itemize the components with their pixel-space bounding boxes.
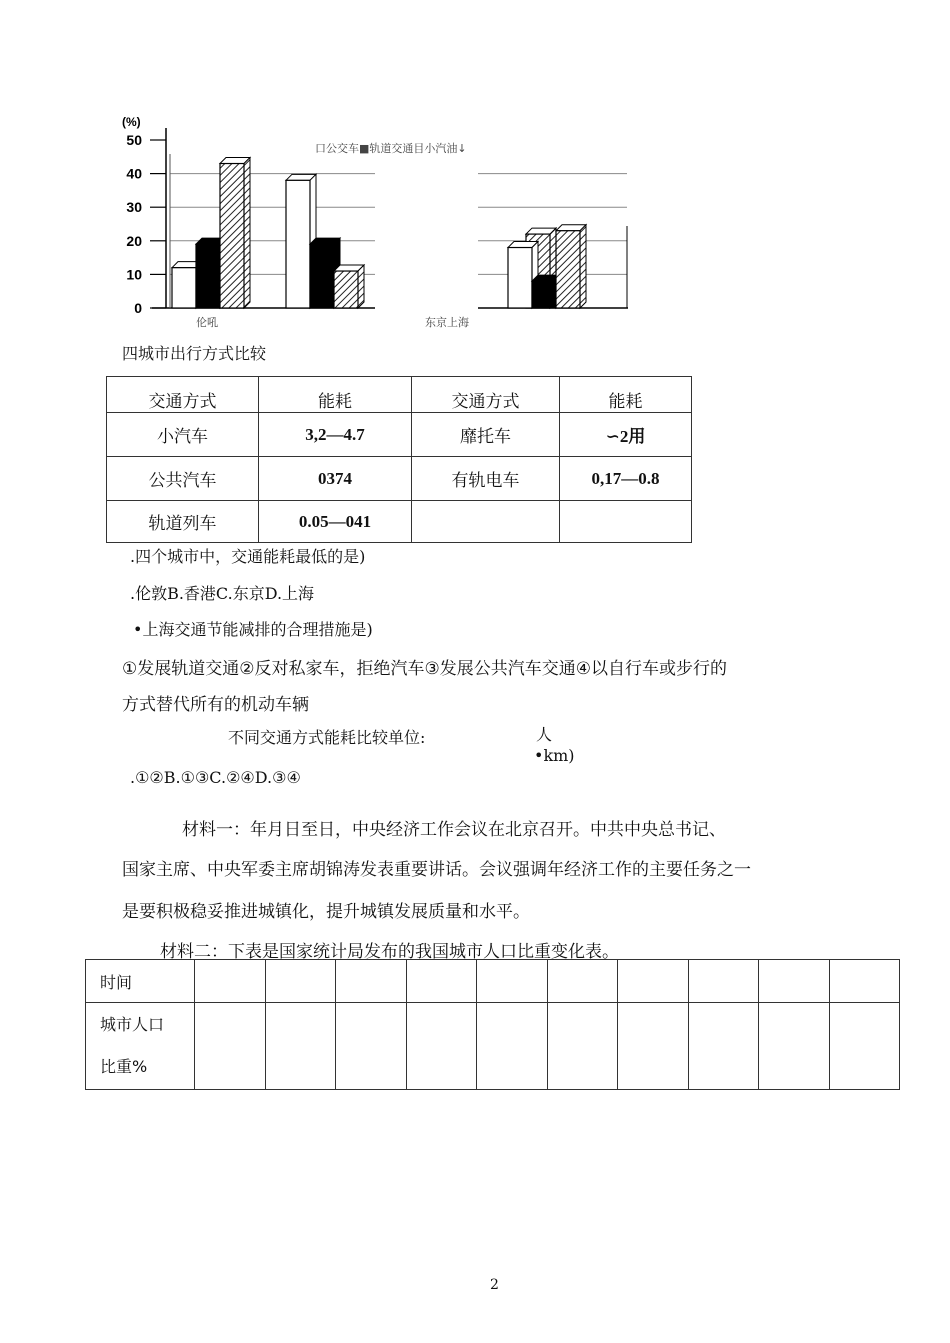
table-cell: ∽2用 [560, 413, 692, 457]
x-label-left: 伦吼 [196, 316, 218, 328]
empty-cell [477, 960, 548, 1003]
energy-table [106, 376, 692, 543]
bar-side [580, 225, 586, 308]
empty-cell [759, 960, 830, 1003]
empty-cell [547, 960, 618, 1003]
ratio-row [86, 1003, 900, 1090]
ratio-label-a: 城市人口 [100, 1015, 165, 1034]
table-cell: 有轨电车 [412, 457, 560, 501]
empty-cell [336, 1003, 407, 1090]
empty-cell [265, 1003, 336, 1090]
y-tick-label: 40 [126, 165, 142, 182]
material1-line3: 是要积极稳妥推进城镇化，提升城镇发展质量和水平。 [122, 902, 530, 922]
unit-top: 人 [536, 725, 553, 744]
empty-cell [759, 1003, 830, 1090]
empty-cell [336, 960, 407, 1003]
time-row [86, 960, 900, 1003]
q2-line1: ①发展轨道交通②反对私家车，拒绝汽车③发展公共汽车交通④以自行车或步行的 [122, 659, 727, 679]
y-tick-label: 50 [126, 132, 142, 148]
bar [310, 244, 334, 308]
chart-caption: 四城市出行方式比较 [122, 344, 267, 363]
time-label: 时间 [86, 960, 195, 1003]
empty-cell [547, 1003, 618, 1090]
bar [508, 248, 532, 308]
y-unit-label: (%) [122, 115, 141, 129]
x-label-right: 东京上海 [425, 316, 469, 328]
bar-side [358, 265, 364, 308]
empty-cell [195, 1003, 266, 1090]
table-row [107, 457, 692, 501]
chart-legend: 口公交车■轨道交通目小汽油↓ [315, 142, 467, 155]
q2-line2: 方式替代所有的机动车辆 [122, 695, 309, 715]
empty-cell [477, 1003, 548, 1090]
header-cell: 交通方式 [412, 377, 560, 413]
bar [196, 244, 220, 308]
empty-cell [688, 1003, 759, 1090]
q2-stem: •上海交通节能减排的合理措施是) [133, 620, 373, 639]
table-cell: 0374 [259, 457, 412, 501]
table-cell [560, 501, 692, 543]
empty-cell [618, 960, 689, 1003]
header-cell: 能耗 [560, 377, 692, 413]
y-tick-label: 30 [126, 199, 142, 216]
table-cell: 小汽车 [107, 413, 259, 457]
bar [220, 164, 244, 308]
material1-line2: 国家主席、中央军委主席胡锦涛发表重要讲话。会议强调年经济工作的主要任务之一 [122, 860, 751, 880]
ratio-label [86, 1003, 195, 1090]
empty-cell [406, 960, 477, 1003]
empty-cell [406, 1003, 477, 1090]
empty-cell [688, 960, 759, 1003]
y-tick-label: 20 [126, 232, 142, 249]
table-cell [412, 501, 560, 543]
table-row [107, 501, 692, 543]
table-cell: 0,17—0.8 [560, 457, 692, 501]
empty-cell [829, 1003, 900, 1090]
bar-side [244, 158, 250, 308]
q1-stem: .四个城市中，交通能耗最低的是) [130, 547, 366, 566]
bar [532, 281, 556, 308]
y-tick-label: 0 [134, 300, 142, 316]
material1-line1: 材料一：年月日至日，中央经济工作会议在北京召开。中共中央总书记、 [182, 820, 726, 840]
bar-chart [110, 108, 640, 328]
table-cell: 0.05—041 [259, 501, 412, 543]
bar [286, 180, 310, 308]
header-cell: 交通方式 [107, 377, 259, 413]
y-tick-label: 10 [126, 266, 142, 283]
material2-intro: 材料二：下表是国家统计局发布的我国城市人口比重变化表。 [160, 942, 619, 962]
table-row [107, 413, 692, 457]
mask-region [376, 138, 476, 323]
bar [334, 271, 358, 308]
bar [556, 231, 580, 308]
page-number: 2 [490, 1277, 499, 1293]
q1-options: .伦敦B.香港C.东京D.上海 [130, 584, 315, 603]
table-cell: 靡托车 [412, 413, 560, 457]
unit-bottom: •km) [534, 746, 575, 765]
empty-cell [618, 1003, 689, 1090]
unit-label: 不同交通方式能耗比较单位: [228, 728, 426, 747]
table-cell: 3,2—4.7 [259, 413, 412, 457]
q2-options: .①②B.①③C.②④D.③④ [130, 768, 301, 787]
header-cell: 能耗 [259, 377, 412, 413]
empty-cell [265, 960, 336, 1003]
table-header-row [107, 377, 692, 413]
empty-cell [829, 960, 900, 1003]
table-cell: 轨道列车 [107, 501, 259, 543]
table-cell: 公共汽车 [107, 457, 259, 501]
urban-population-table [85, 959, 900, 1090]
bar [172, 268, 196, 308]
ratio-label-b: 比重% [100, 1057, 148, 1076]
empty-cell [195, 960, 266, 1003]
